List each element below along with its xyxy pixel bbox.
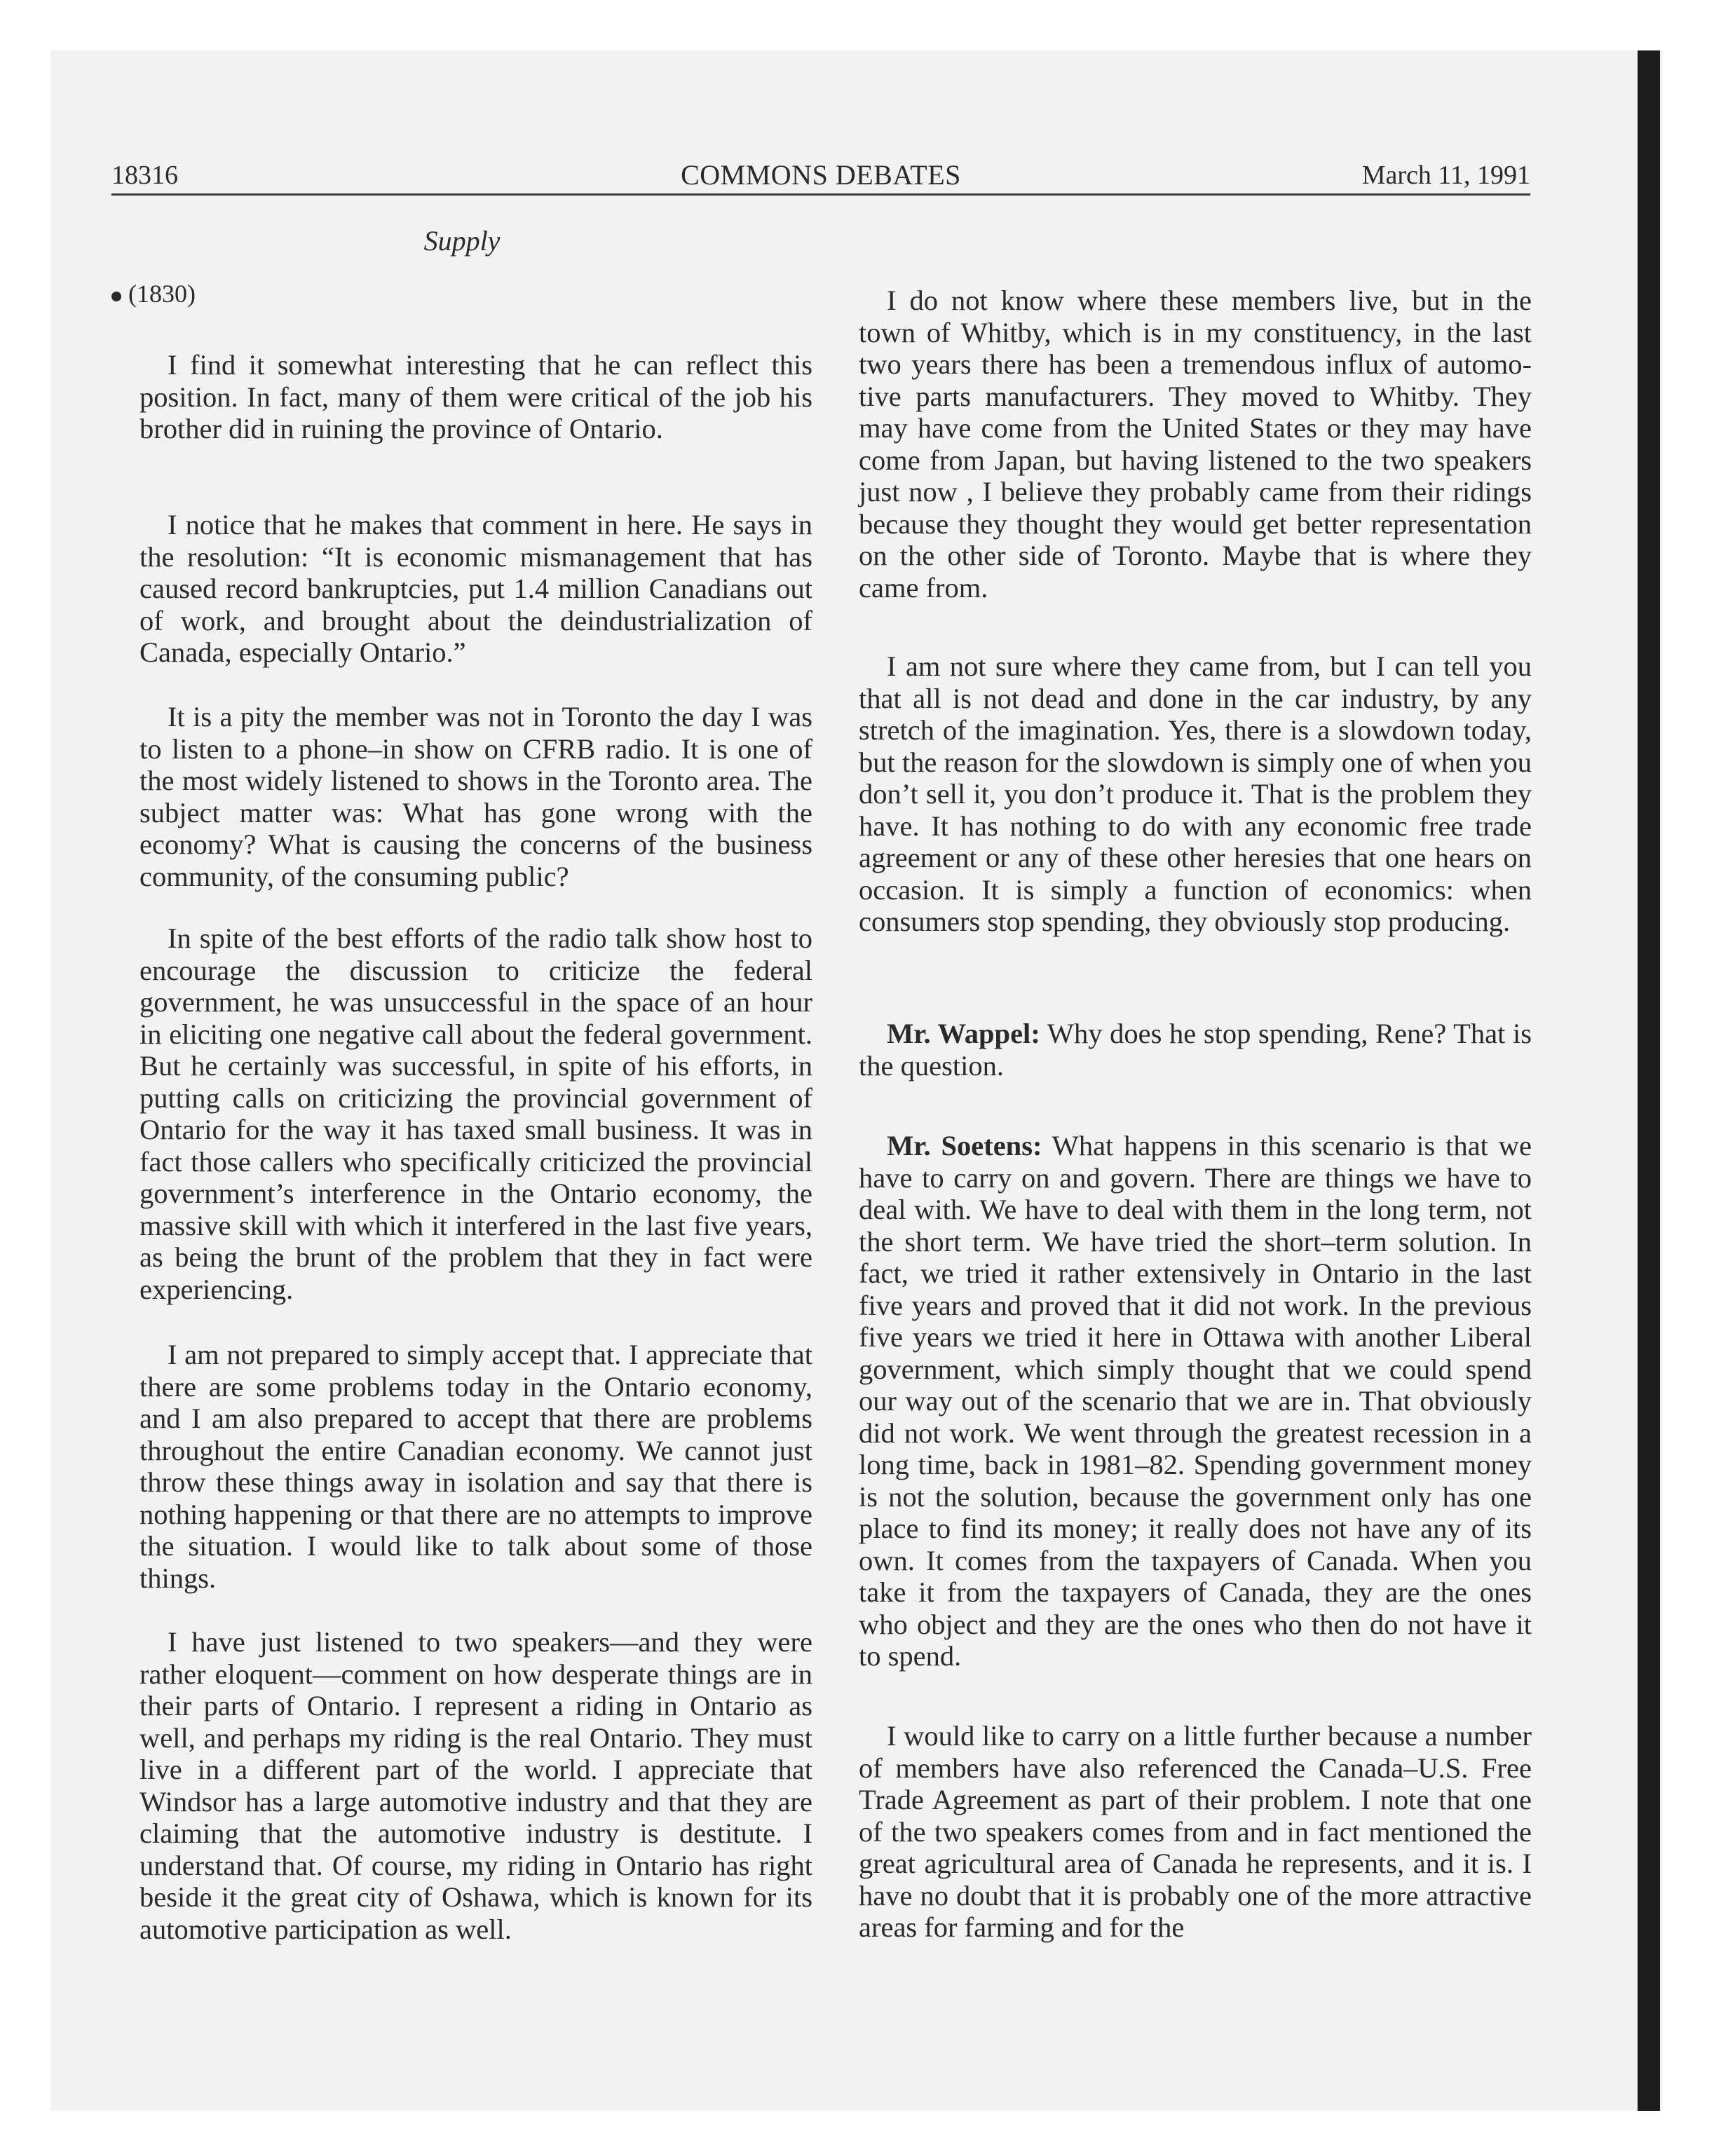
paragraph bbox=[859, 1018, 1532, 1082]
paragraph bbox=[859, 650, 1532, 938]
timestamp-marker bbox=[111, 279, 196, 308]
publication-title: COMMONS DEBATES bbox=[681, 159, 961, 191]
paragraph: I am not prepared to simply accept that. I appreciate that there are some problems today in the Ontario economy, and I am also prepared to accept that there are problems throughout the entire Canadian economy. We cannot just throw these things away in isolation and say that there is nothing happening or that there are no attempts to improve the situation. I would like to talk about some of those things. bbox=[140, 1339, 812, 1594]
speaker-name: Mr. Soetens: bbox=[887, 1130, 1042, 1161]
paragraph-text: What happens in this scenario is that we have to carry on and govern. There are things we have to deal with. We have to deal with them in the long term, not the short term. We have tried the short–term solution. In fact, we tried it rather extensively in Ontario in the last five years and proved that it did not work. In the previous five years we tried it here in Ottawa with another Liberal government, which simply thought that we could spend our way out of the scenario that we are in. That obviously did not work. We went through the greatest recession in a long time, back in 1981–82. Spending government money is not the solution, because the government only has one place to find its money; it really does not have any of its own. It comes from the taxpayers of Canada. When you take it from the taxpayers of Canada, they are the ones who object and they are the ones who then do not have it to spend. bbox=[859, 1130, 1532, 1672]
scan-edge-bar bbox=[1638, 50, 1660, 2111]
paragraph: I have just listened to two speakers—and they were rather eloquent—comment on how desperate things are in their parts of Ontario. I represent a riding in Ontario as well, and perhaps my riding is the real Ontario. They must live in a different part of the world. I appreciate that Windsor has a large automotive industry and that they are claiming that the automotive industry is destitute. I understand that. Of course, my riding in Ontario has right beside it the great city of Oshawa, which is known for its automotive participation as well. bbox=[140, 1626, 812, 1945]
paragraph bbox=[859, 285, 1532, 603]
page-header bbox=[111, 154, 1530, 196]
publication-date: March 11, 1991 bbox=[1361, 161, 1530, 190]
bullet-icon bbox=[111, 292, 121, 301]
paragraph: It is a pity the member was not in Toronto the day I was to listen to a phone–in show on CFRB radio. It is one of the most widely listened to shows in the Toronto area. The subject matter was: What has gone wrong with the economy? What is causing the concerns of the business community, of the consuming public? bbox=[140, 701, 812, 892]
paragraph bbox=[859, 1720, 1532, 1944]
paragraph: I find it somewhat interesting that he can reflect this position. In fact, many of them were critical of the job his brother did in ruining the province of Ontario. bbox=[140, 349, 812, 444]
paragraph bbox=[859, 1130, 1532, 1672]
page-number: 18316 bbox=[111, 161, 178, 190]
paragraph: I notice that he makes that comment in here. He says in the resolution: “It is economic mismanagement that has caused record bankruptcies, put 1.4 million Canadians out of work, and brought about the deindustrialization of Canada, especially Ontario.” bbox=[140, 509, 812, 668]
header-rule bbox=[111, 193, 1530, 196]
speaker-name: Mr. Wappel: bbox=[887, 1018, 1040, 1049]
paragraph: In spite of the best efforts of the radio talk show host to encourage the discussion to criticize the federal government, he was unsuccessful in the space of an hour in eliciting one negative call about the federal government. But he certainly was successful, in spite of his efforts, in putting calls on criticizing the provincial government of Ontario for the way it has taxed small business. It was in fact those callers who specifically criticized the provincial government’s interference in the Ontario economy, the massive skill with which it interfered in the last five years, as being the brunt of the problem that they in fact were experiencing. bbox=[140, 922, 812, 1305]
timestamp-text: (1830) bbox=[128, 280, 196, 308]
paragraph-text: I would like to carry on a little further because a number of members have also referenced the Canada–U.S. Free Trade Agreement as part of their problem. I note that one of the two speakers comes from and in fact mentioned the great agricultural area of Canada he represents, and it is. I have no doubt that it is probably one of the more attractive areas for farming and for the bbox=[859, 1720, 1532, 1943]
paragraph-text: Why does he stop spending, Rene? That is the question. bbox=[859, 1018, 1532, 1082]
section-title: Supply bbox=[423, 225, 501, 257]
paragraph-text: I do not know where these members live, but in the town of Whitby, which is in my constituency, in the last two years there has been a tremendous influx of automotive parts manufacturers. They moved to Whitby. They may have come from the United States or they may have come from Japan, but having listened to the two speakers just now , I believe they probably came from their ridings because they thought they would get better representation on the other side of Toronto. Maybe that is where they came from. bbox=[859, 285, 1532, 603]
paragraph-text: I am not sure where they came from, but I can tell you that all is not dead and done in the car industry, by any stretch of the imagination. Yes, there is a slowdown today, but the reason for the slowdown is simply one of when you don’t sell it, you don’t produce it. That is the problem they have. It has nothing to do with any economic free trade agreement or any of these other heresies that one hears on occasion. It is simply a function of economics: when consumers stop spending, they obviously stop producing. bbox=[859, 650, 1532, 937]
